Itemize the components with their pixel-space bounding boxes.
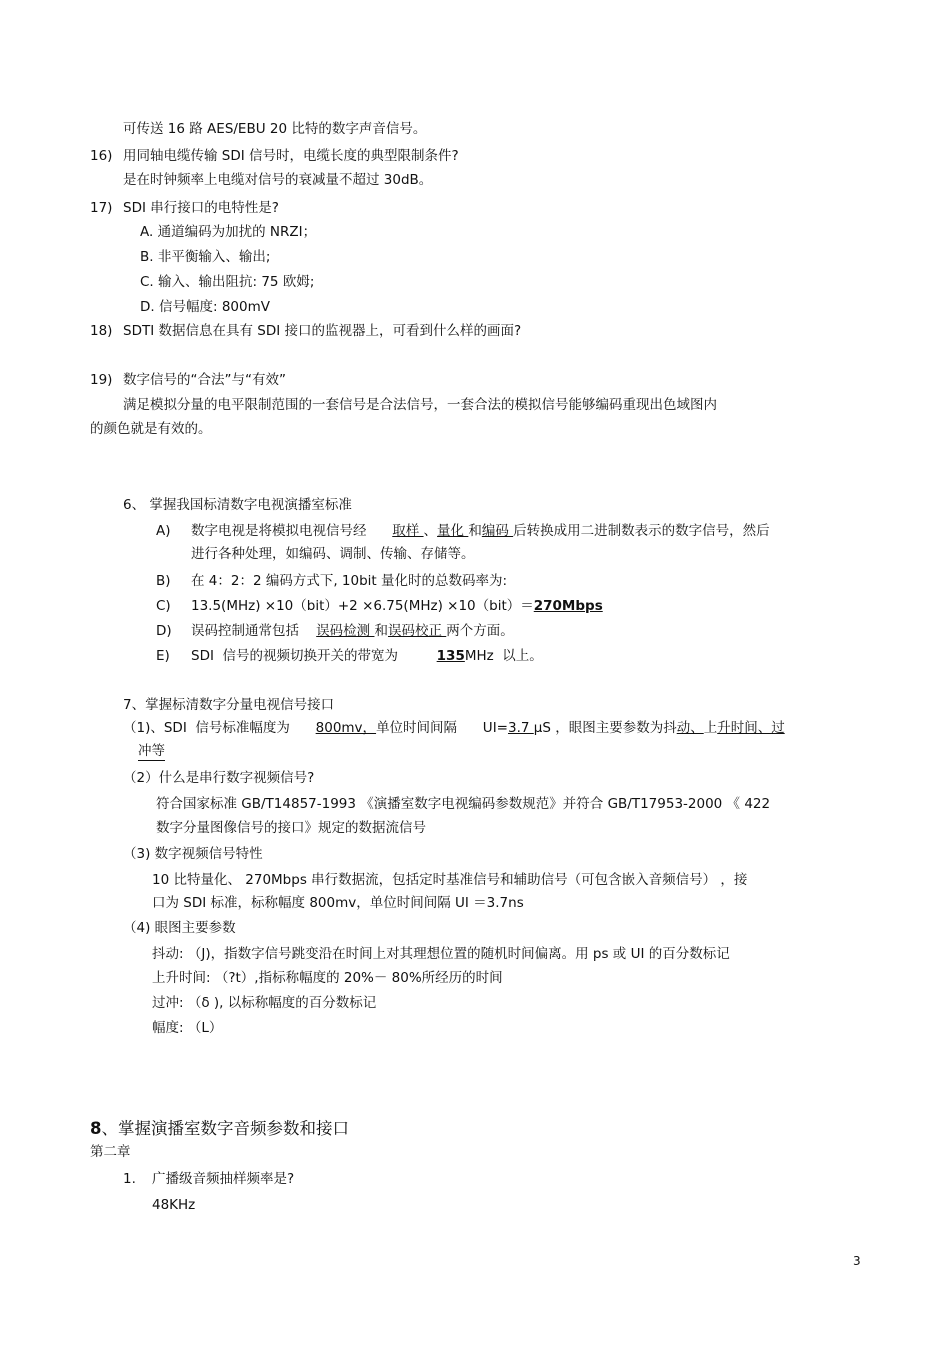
answer-ch2-1: 48KHz (152, 1197, 196, 1213)
item-7-1-line2: 冲等 (138, 743, 165, 759)
section-8-title: 8、掌握演播室数字音频参数和接口 (90, 1119, 349, 1138)
item-7-3-line2: 口为 SDI 标准，标称幅度 800mv，单位时间间隔 UI ＝3.7ns (152, 895, 524, 911)
answer-17-a: A. 通道编码为加扰的 NRZI； (140, 224, 317, 240)
item-6a-line2: 进行各种处理，如编码、调制、传输、存储等。 (191, 546, 475, 562)
question-number: 19) (90, 372, 113, 388)
item-label: A) (156, 523, 171, 539)
item-7-4-amplitude: 幅度: （L） (152, 1020, 223, 1036)
item-7-3-line1: 10 比特量化、 270Mbps 串行数据流，包括定时基准信号和辅助信号（可包含嵌入音频信号） ，接 (152, 872, 748, 888)
question-18: SDTI 数据信息在具有 SDI 接口的监视器上，可看到什么样的画面? (123, 323, 522, 339)
answer-17-b: B. 非平衡输入、输出; (140, 249, 271, 265)
item-7-4-rise: 上升时间: （?t）,指标称幅度的 20%－ 80%所经历的时间 (152, 970, 503, 986)
answer-17-c: C. 输入、输出阻抗: 75 欧姆; (140, 274, 315, 290)
item-label: D) (156, 623, 172, 639)
item-6a: 数字电视是将模拟电视信号经 取样 、量化 和编码 后转换成用二进制数表示的数字信号，然后 (191, 523, 770, 539)
item-7-4-overshoot: 过冲: （δ ), 以标称幅度的百分数标记 (152, 995, 377, 1011)
item-6b: 在 4：2：2 编码方式下, 10bit 量化时的总数码率为: (191, 573, 508, 589)
question-number: 16) (90, 148, 113, 164)
question-number: 17) (90, 200, 113, 216)
page-number: 3 (853, 1254, 861, 1268)
item-label: E) (156, 648, 170, 664)
item-7-1: （1)、SDI 信号标准幅度为 800mv，单位时间间隔 UI=3.7 μS ，眼图主要参数为抖动、上升时间、过 (123, 720, 785, 736)
item-label: B) (156, 573, 171, 589)
answer-19-line2: 的颜色就是有效的。 (90, 421, 212, 437)
answer-17-d: D. 信号幅度: 800mV (140, 299, 270, 315)
item-7-4: （4) 眼图主要参数 (123, 920, 236, 936)
item-6e: SDI 信号的视频切换开关的带宽为 135MHz 以上。 (191, 648, 543, 664)
section-7-title: 7、掌握标清数字分量电视信号接口 (123, 697, 335, 713)
question-17: SDI 串行接口的电特性是? (123, 200, 279, 216)
item-6c: 13.5(MHz) ×10（bit）+2 ×6.75(MHz) ×10（bit）＝270Mbps (191, 598, 603, 614)
chapter-label: 第二章 (90, 1144, 131, 1160)
item-6d: 误码控制通常包括 误码检测 和误码校正 两个方面。 (191, 623, 514, 639)
question-ch2-1: 广播级音频抽样频率是? (152, 1171, 295, 1187)
item-7-2: （2）什么是串行数字视频信号? (123, 770, 315, 786)
item-7-2-line2: 数字分量图像信号的接口》规定的数据流信号 (156, 820, 426, 836)
item-7-4-jitter: 抖动: （J)，指数字信号跳变沿在时间上对其理想位置的随机时间偏离。用 ps 或 UI 的百分数标记 (152, 946, 730, 962)
question-number: 18) (90, 323, 113, 339)
answer-line: 可传送 16 路 AES/EBU 20 比特的数字声音信号。 (123, 121, 427, 137)
question-number: 1. (123, 1171, 136, 1187)
item-7-3: （3) 数字视频信号特性 (123, 846, 263, 862)
question-19: 数字信号的“合法”与“有效” (123, 372, 286, 388)
section-6-title: 6、 掌握我国标清数字电视演播室标准 (123, 497, 352, 513)
item-label: C) (156, 598, 171, 614)
answer-19-line1: 满足模拟分量的电平限制范围的一套信号是合法信号，一套合法的模拟信号能够编码重现出色域图内 (123, 397, 717, 413)
answer-16: 是在时钟频率上电缆对信号的衰减量不超过 30dB。 (123, 172, 433, 188)
question-16: 用同轴电缆传输 SDI 信号时，电缆长度的典型限制条件? (123, 148, 459, 164)
item-7-2-line1: 符合国家标准 GB/T14857-1993 《演播室数字电视编码参数规范》并符合 GB/T17953-2000 《 422 (156, 796, 771, 812)
